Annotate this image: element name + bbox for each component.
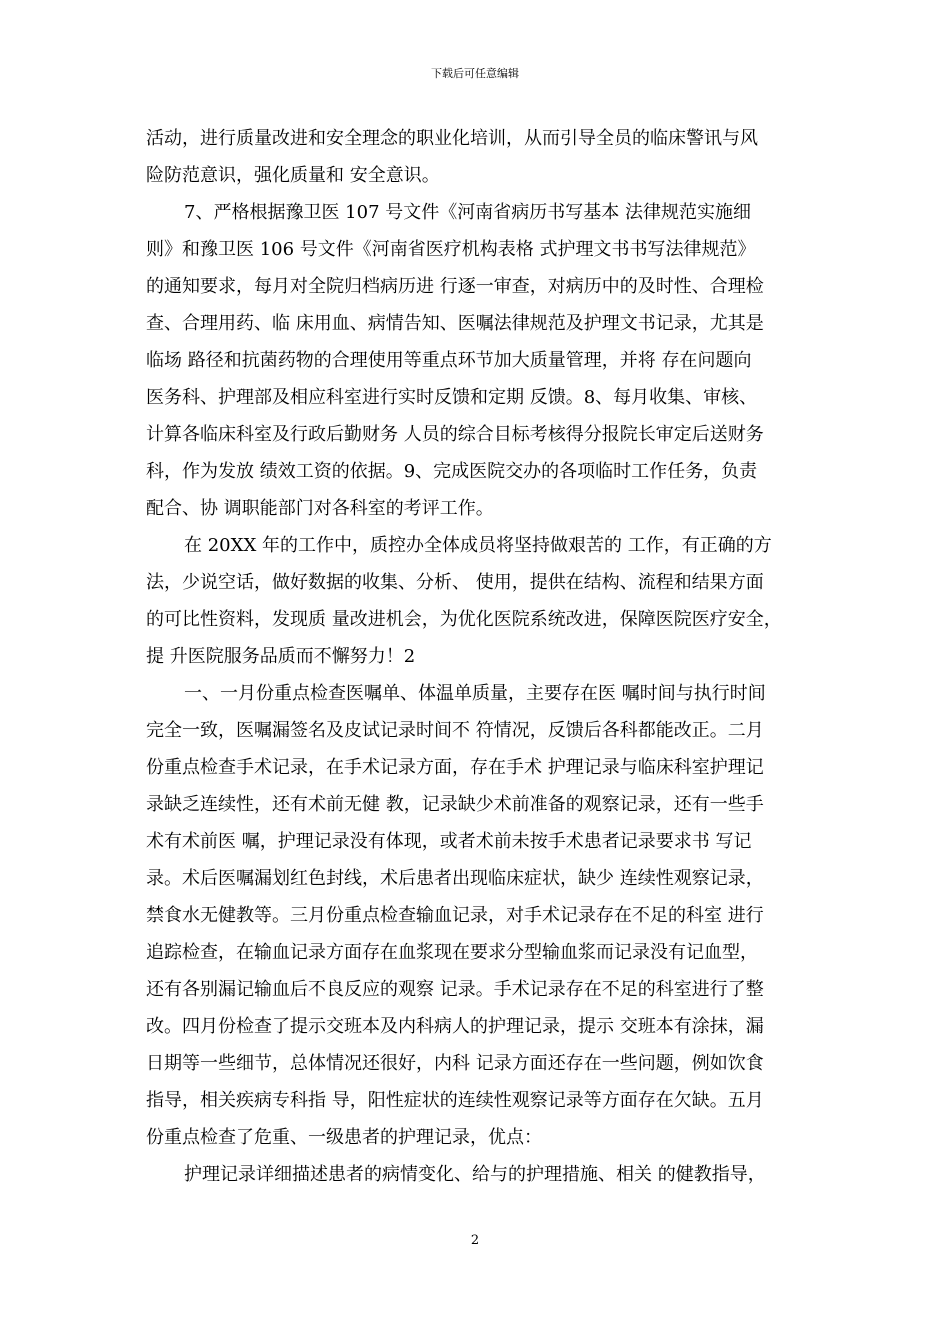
- text-line: 医务科、护理部及相应科室进行实时反馈和定期 反馈。8、每月收集、审核、: [146, 387, 758, 408]
- text-line: 份重点检查手术记录，在手术记录方面，存在手术 护理记录与临床科室护理记: [146, 757, 764, 778]
- text-line: 险防范意识，强化质量和 安全意识。: [146, 165, 440, 186]
- text-line: 临场 路径和抗菌药物的合理使用等重点环节加大质量管理，并将 存在问题向: [146, 350, 752, 371]
- page-number: 2: [470, 1233, 480, 1248]
- text-line: 则》和豫卫医 106 号文件《河南省医疗机构表格 式护理文书书写法律规范》: [146, 239, 756, 260]
- text-line: 日期等一些细节，总体情况还很好，内科 记录方面还存在一些问题，例如饮食: [146, 1053, 764, 1074]
- page-header: 下载后可任意编辑: [431, 67, 519, 80]
- text-line: 指导，相关疾病专科指 导，阳性症状的连续性观察记录等方面存在欠缺。五月: [146, 1090, 764, 1111]
- text-line: 配合、协 调职能部门对各科室的考评工作。: [146, 498, 494, 519]
- text-line: 术有术前医 嘱，护理记录没有体现，或者术前未按手术患者记录要求书 写记: [146, 831, 752, 852]
- text-line: 的通知要求，每月对全院归档病历进 行逐一审查，对病历中的及时性、合理检: [146, 276, 764, 297]
- text-line: 查、合理用药、临 床用血、病情告知、医嘱法律规范及护理文书记录，尤其是: [146, 313, 764, 334]
- text-line: 录缺乏连续性，还有术前无健 教，记录缺少术前准备的观察记录，还有一些手: [146, 794, 764, 815]
- text-line: 还有各别漏记输血后不良反应的观察 记录。手术记录存在不足的科室进行了整: [146, 979, 764, 1000]
- text-line: 护理记录详细描述患者的病情变化、给与的护理措施、相关 的健教指导，: [184, 1164, 766, 1185]
- document-body: [146, 120, 806, 1193]
- text-line: 在 20XX 年的工作中，质控办全体成员将坚持做艰苦的 工作，有正确的方: [184, 535, 772, 556]
- text-line: 科，作为发放 绩效工资的依据。9、完成医院交办的各项临时工作任务，负责: [146, 461, 758, 482]
- text-line: 改。四月份检查了提示交班本及内科病人的护理记录，提示 交班本有涂抹，漏: [146, 1016, 764, 1037]
- text-line: 禁食水无健教等。三月份重点检查输血记录，对手术记录存在不足的科室 进行: [146, 905, 764, 926]
- text-line: 一、一月份重点检查医嘱单、体温单质量，主要存在医 嘱时间与执行时间: [184, 683, 766, 704]
- text-line: 追踪检查，在输血记录方面存在血浆现在要求分型输血浆而记录没有记血型，: [146, 942, 758, 963]
- text-line: 录。术后医嘱漏划红色封线，术后患者出现临床症状，缺少 连续性观察记录，: [146, 868, 764, 889]
- text-line: 的可比性资料，发现质 量改进机会，为优化医院系统改进，保障医院医疗安全，: [146, 609, 782, 630]
- text-line: 活动，进行质量改进和安全理念的职业化培训，从而引导全员的临床警讯与风: [146, 128, 758, 149]
- text-line: 份重点检查了危重、一级患者的护理记录，优点：: [146, 1127, 542, 1148]
- text-line: 提 升医院服务品质而不懈努力！2: [146, 646, 416, 667]
- text-line: 完全一致，医嘱漏签名及皮试记录时间不 符情况，反馈后各科都能改正。二月: [146, 720, 764, 741]
- text-line: 计算各临床科室及行政后勤财务 人员的综合目标考核得分报院长审定后送财务: [146, 424, 764, 445]
- text-line: 法，少说空话，做好数据的收集、分析、 使用，提供在结构、流程和结果方面: [146, 572, 764, 593]
- text-line: 7、严格根据豫卫医 107 号文件《河南省病历书写基本 法律规范实施细: [184, 202, 751, 223]
